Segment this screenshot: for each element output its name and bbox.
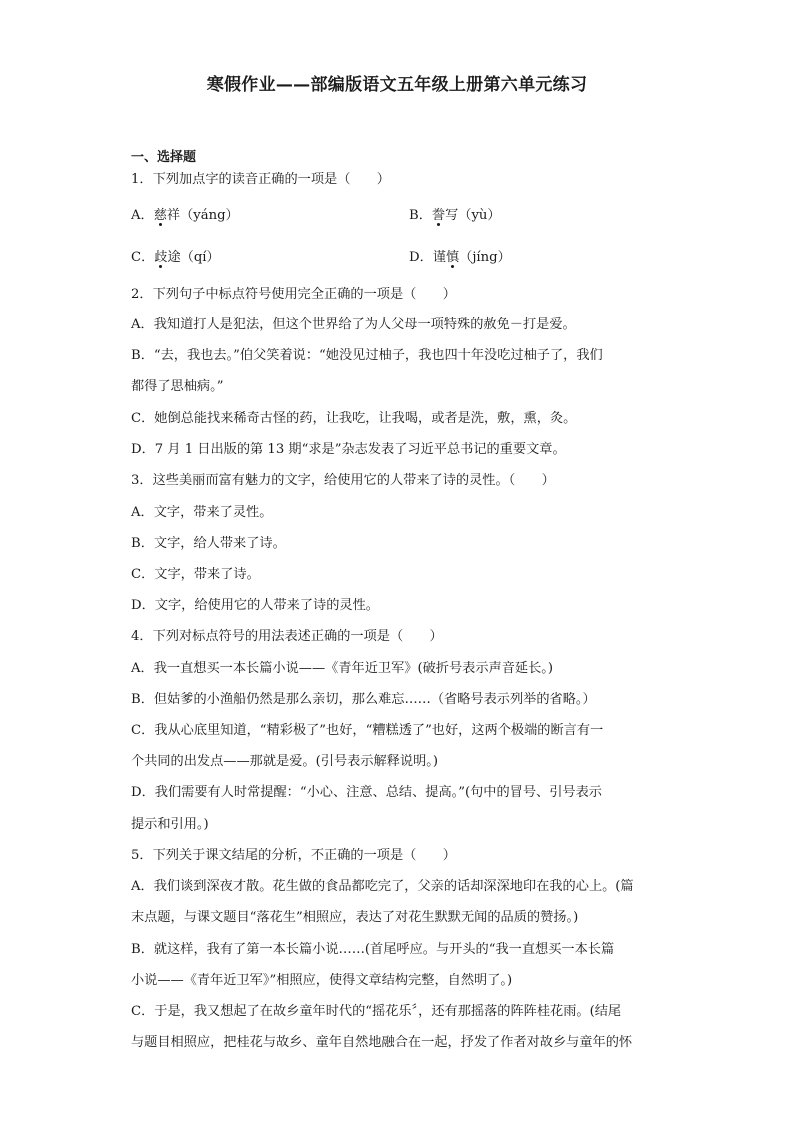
pinyin: （yù） — [458, 208, 501, 223]
question-4-option-b: B．但姑爹的小渔船仍然是那么亲切，那么难忘……（省略号表示列举的省略。） — [131, 692, 596, 707]
question-4-option-a: A．我一直想买一本长篇小说——《青年近卫军》(破折号表示声音延长。) — [131, 661, 554, 676]
option-label: A． — [131, 208, 154, 223]
pinyin: （jíng） — [459, 250, 511, 265]
question-2-stem: 2．下列句子中标点符号使用完全正确的一项是（ ） — [131, 287, 456, 302]
question-5-stem: 5．下列关于课文结尾的分析，不正确的一项是（ ） — [131, 848, 456, 863]
question-4-option-c-line2: 个共同的出发点——那就是爱。(引号表示解释说明。) — [131, 754, 439, 769]
question-3-option-b: B．文字，给人带来了诗。 — [131, 536, 286, 551]
question-4-option-d-line2: 提示和引用。) — [131, 817, 209, 832]
section-heading: 一、选择题 — [131, 150, 197, 165]
question-2-option-c: C．她倒总能找来稀奇古怪的药，让我吃，让我喝，或者是洗，敷，熏，灸。 — [131, 411, 577, 426]
option-label: D． — [409, 250, 433, 265]
option-label: C． — [131, 250, 155, 265]
question-2-option-b-line1: B．“去，我也去。”伯父笑着说：“她没见过柚子，我也四十年没吃过柚子了，我们 — [131, 348, 603, 363]
question-5-option-a-line2: 末点题，与课文题目“落花生”相照应，表达了对花生默默无闻的品质的赞扬。) — [131, 910, 579, 925]
question-1-option-b — [409, 206, 501, 226]
question-2-option-a: A．我知道打人是犯法，但这个世界给了为人父母一项特殊的赦免－打是爱。 — [131, 317, 576, 332]
question-1-stem: 1．下列加点字的读音正确的一项是（ ） — [131, 172, 390, 187]
option-char: 写 — [445, 208, 459, 223]
question-5-option-b-line2: 小说——《青年近卫军》”相照应，使得文章结构完整，自然明了。) — [131, 973, 513, 988]
question-3-option-a: A．文字，带来了灵性。 — [131, 505, 273, 520]
question-1-option-a — [131, 206, 239, 226]
question-5-option-a-line1: A．我们谈到深夜才散。花生做的食品都吃完了，父亲的话却深深地印在我的心上。(篇 — [131, 879, 634, 894]
question-5-option-c-line1: C．于是，我又想起了在故乡童年时代的“摇花乐〞，还有那摇落的阵阵桂花雨。(结尾 — [131, 1004, 622, 1019]
question-4-option-d-line1: D．我们需要有人时常提醒：“小心、注意、总结、提高。”(句中的冒号、引号表示 — [131, 785, 602, 800]
question-3-option-d: D．文字，给使用它的人带来了诗的灵性。 — [131, 598, 379, 613]
question-5-option-c-line2: 与题目相照应，把桂花与故乡、童年自然地融合在一起，抒发了作者对故乡与童年的怀 — [131, 1035, 633, 1050]
pinyin: （yáng） — [180, 208, 239, 223]
question-3-option-c: C．文字，带来了诗。 — [131, 567, 260, 582]
question-2-option-d: D．7 月 1 日出版的第 13 期“求是”杂志发表了习近平总书记的重要文章。 — [131, 442, 566, 457]
question-5-option-b-line1: B．就这样，我有了第一本长篇小说……(首尾呼应。与开头的“我一直想买一本长篇 — [131, 942, 615, 957]
question-4-option-c-line1: C．我从心底里知道，“精彩极了”也好，“糟糕透了”也好，这两个极端的断言有一 — [131, 723, 604, 738]
question-4-stem: 4．下列对标点符号的用法表述正确的一项是（ ） — [131, 629, 443, 644]
option-char: 途 — [167, 250, 181, 265]
pinyin: （qí） — [180, 250, 220, 265]
dotted-char: 慎 — [445, 250, 460, 265]
question-1-option-d — [409, 248, 511, 268]
option-char: 祥 — [166, 208, 181, 223]
dotted-char: 慈 — [153, 208, 167, 223]
dotted-char: 歧 — [154, 250, 168, 265]
page-title: 寒假作业——部编版语文五年级上册第六单元练习 — [206, 75, 588, 95]
option-label: B． — [409, 208, 432, 223]
question-1-option-c — [131, 248, 220, 268]
option-char: 谨 — [432, 250, 446, 265]
dotted-char: 誊 — [431, 208, 446, 223]
question-2-option-b-line2: 都得了思柚病。” — [131, 379, 224, 394]
question-3-stem: 3．这些美丽而富有魅力的文字，给使用它的人带来了诗的灵性。（ ） — [131, 473, 555, 488]
